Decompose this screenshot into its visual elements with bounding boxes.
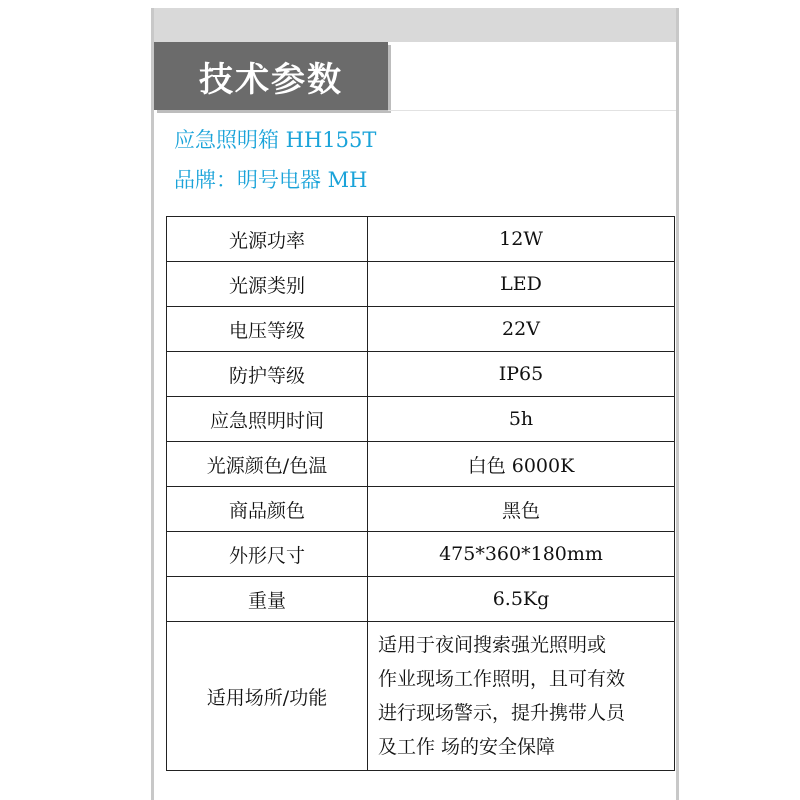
spec-panel [151,8,679,800]
application-line: 作业现场工作照明，且可有效 [378,668,626,690]
spec-value: 5h [368,397,675,442]
table-row [167,442,675,487]
spec-value: 475*360*180mm [368,532,675,577]
spec-value: 白色 6000K [368,442,675,487]
table-row [167,217,675,262]
top-band [154,8,676,42]
table-row [167,622,675,771]
spec-label: 重量 [167,577,368,622]
table-row [167,532,675,577]
spec-value: IP65 [368,352,675,397]
table-row [167,307,675,352]
spec-value: 6.5Kg [368,577,675,622]
application-line: 进行现场警示，提升携带人员 [378,702,626,724]
spec-value: 22V [368,307,675,352]
product-name: 应急照明箱 HH155T [174,128,377,152]
spec-label: 光源颜色/色温 [167,442,368,487]
table-row [167,262,675,307]
application-label: 适用场所/功能 [167,622,368,771]
page-title: 技术参数 [199,59,343,100]
spec-label: 电压等级 [167,307,368,352]
spec-label: 应急照明时间 [167,397,368,442]
table-row [167,397,675,442]
spec-label: 光源类别 [167,262,368,307]
title-divider [388,42,676,111]
spec-label: 防护等级 [167,352,368,397]
spec-table [166,216,675,771]
application-line: 及工作 场的安全保障 [378,736,556,758]
table-row [167,577,675,622]
spec-label: 外形尺寸 [167,532,368,577]
table-row [167,352,675,397]
spec-value: 黑色 [368,487,675,532]
spec-label: 商品颜色 [167,487,368,532]
spec-value: 12W [368,217,675,262]
application-line: 适用于夜间搜索强光照明或 [378,634,607,656]
table-row [167,487,675,532]
spec-label: 光源功率 [167,217,368,262]
spec-value: LED [368,262,675,307]
title-banner [154,42,388,110]
product-brand: 品牌：明号电器 MH [174,168,368,192]
application-value [368,622,675,771]
